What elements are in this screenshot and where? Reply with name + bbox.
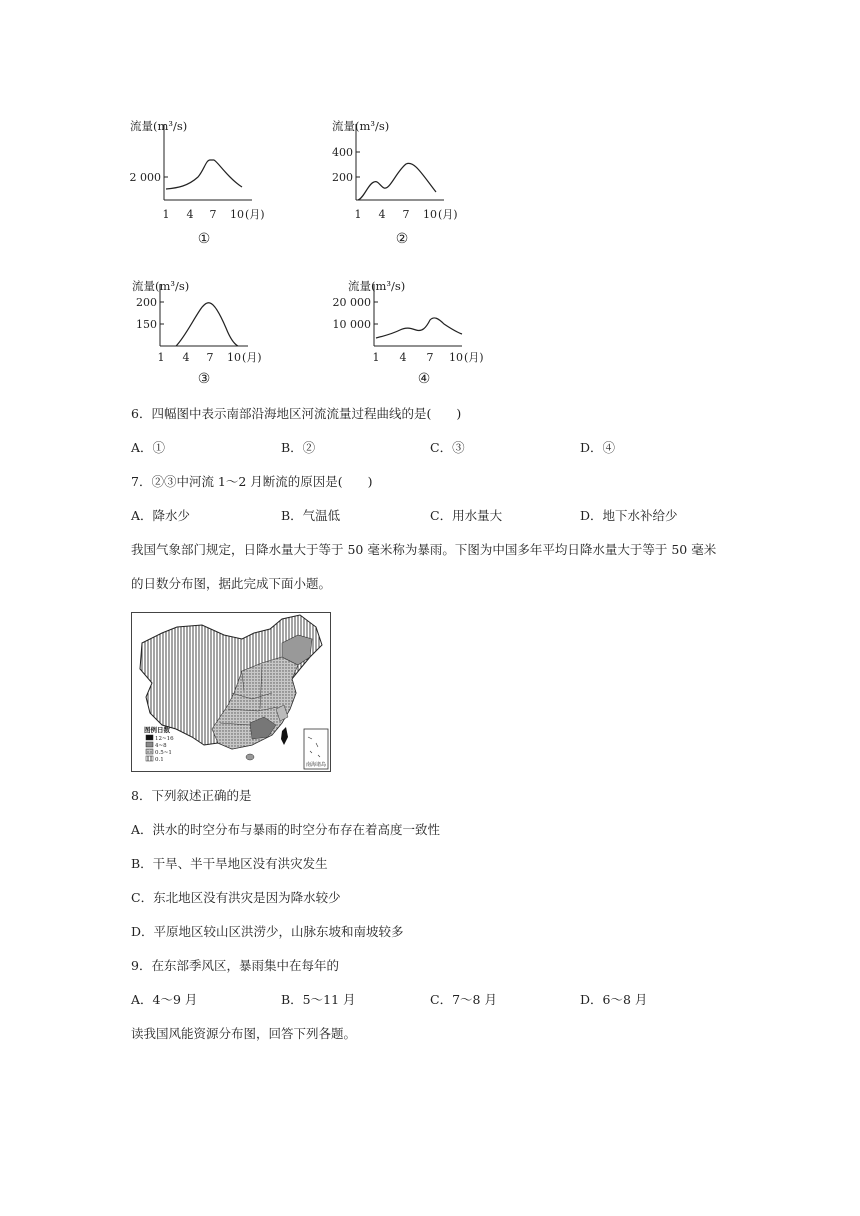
y-axis-label: 流量(m³/s) — [132, 279, 190, 293]
q7-option-d: D．地下水补给少 — [580, 508, 678, 523]
question-7: 7．②③中河流 1～2 月断流的原因是( ) — [131, 474, 373, 489]
x-tick-label: 7 — [209, 208, 217, 221]
q8-option-c: C．东北地区没有洪灾是因为降水较少 — [131, 890, 341, 905]
flow-chart-2-svg — [330, 112, 500, 252]
legend-label: 12~16 — [155, 736, 174, 742]
y-tick-label: 10 000 — [332, 318, 371, 331]
x-tick-label: 10 — [227, 351, 241, 364]
q8-option-a: A．洪水的时空分布与暴雨的时空分布存在着高度一致性 — [131, 822, 441, 837]
x-tick-label: 1 — [157, 351, 165, 364]
q8-option-d: D．平原地区较山区洪涝少，山脉东坡和南坡较多 — [131, 924, 404, 939]
rainstorm-days-map — [131, 612, 331, 772]
legend-title: 图例日数 — [144, 726, 170, 734]
legend-label: 0.5~1 — [155, 750, 172, 756]
legend-swatch-0.1 — [146, 756, 153, 761]
intro-paragraph-line-2: 的日数分布图，据此完成下面小题。 — [131, 576, 332, 591]
outro-paragraph: 读我国风能资源分布图，回答下列各题。 — [131, 1026, 357, 1041]
q7-option-a: A．降水少 — [131, 508, 191, 523]
flow-chart-3-svg — [130, 272, 300, 392]
x-tick-label: 1 — [162, 208, 170, 221]
question-6: 6．四幅图中表示南部沿海地区河流流量过程曲线的是( ) — [131, 406, 462, 421]
x-tick-label: 4 — [378, 208, 386, 221]
x-tick-label: 1 — [372, 351, 380, 364]
question-8: 8．下列叙述正确的是 — [131, 788, 252, 803]
x-tick-label: 1 — [354, 208, 362, 221]
inset-label: 南海诸岛 — [305, 762, 327, 768]
x-tick-label: 7 — [426, 351, 434, 364]
q7-option-b: B．气温低 — [281, 508, 341, 523]
flow-chart-3 — [130, 272, 300, 392]
x-tick-label: 4 — [186, 208, 194, 221]
legend-swatch-0.5-1 — [146, 749, 153, 754]
x-unit-label: (月) — [242, 351, 262, 364]
x-tick-label: 10 — [423, 208, 437, 221]
y-tick-label: 200 — [136, 296, 157, 309]
flow-chart-2 — [330, 112, 500, 252]
china-map-graphic — [132, 613, 330, 771]
chart-caption: ③ — [197, 371, 211, 387]
q9-option-a: A．4～9 月 — [131, 992, 198, 1007]
y-tick-label: 200 — [332, 171, 353, 184]
x-tick-label: 10 — [230, 208, 244, 221]
legend-swatch-12-16 — [146, 735, 153, 740]
q8-option-b: B．干旱、半干旱地区没有洪灾发生 — [131, 856, 328, 871]
q9-option-b: B．5～11 月 — [281, 992, 356, 1007]
y-tick-label: 20 000 — [332, 296, 371, 309]
x-tick-label: 10 — [449, 351, 463, 364]
x-tick-label: 7 — [402, 208, 410, 221]
q9-option-c: C．7～8 月 — [430, 992, 497, 1007]
flow-chart-1-svg — [128, 112, 298, 252]
chart-caption: ④ — [417, 371, 431, 387]
x-unit-label: (月) — [464, 351, 484, 364]
y-tick-label: 400 — [332, 146, 353, 159]
flow-chart-4-svg — [332, 272, 502, 392]
legend-label: 4~8 — [155, 743, 167, 749]
flow-curve — [376, 318, 462, 338]
y-tick-label: 150 — [136, 318, 157, 331]
y-axis-label: 流量(m³/s) — [348, 279, 406, 293]
q6-option-c: C．③ — [430, 440, 465, 455]
x-unit-label: (月) — [245, 208, 265, 221]
x-tick-label: 4 — [399, 351, 407, 364]
q7-option-c: C．用水量大 — [430, 508, 503, 523]
legend-label: 0.1 — [155, 757, 164, 763]
flow-chart-1 — [128, 112, 298, 252]
q9-option-d: D．6～8 月 — [580, 992, 648, 1007]
x-tick-label: 4 — [182, 351, 190, 364]
y-axis-label: 流量(m³/s) — [130, 119, 188, 133]
y-tick-label: 2 000 — [129, 171, 161, 184]
intro-paragraph-line-1: 我国气象部门规定，日降水量大于等于 50 毫米称为暴雨。下图为中国多年平均日降水量大于等于 50 毫米 — [131, 542, 717, 557]
question-9: 9．在东部季风区，暴雨集中在每年的 — [131, 958, 339, 973]
y-axis-label: 流量(m³/s) — [332, 119, 390, 133]
taiwan-island — [281, 727, 288, 745]
flow-curve — [358, 163, 436, 200]
flow-chart-4 — [332, 272, 502, 392]
hainan-island — [246, 754, 254, 760]
legend-swatch-4-8 — [146, 742, 153, 747]
chart-caption: ① — [197, 231, 211, 247]
q6-option-a: A．① — [131, 440, 166, 455]
q6-option-d: D．④ — [580, 440, 616, 455]
q6-option-b: B．② — [281, 440, 316, 455]
chart-caption: ② — [395, 231, 409, 247]
x-unit-label: (月) — [438, 208, 458, 221]
flow-curve — [166, 160, 242, 189]
x-tick-label: 7 — [206, 351, 214, 364]
flow-curve — [176, 303, 238, 346]
